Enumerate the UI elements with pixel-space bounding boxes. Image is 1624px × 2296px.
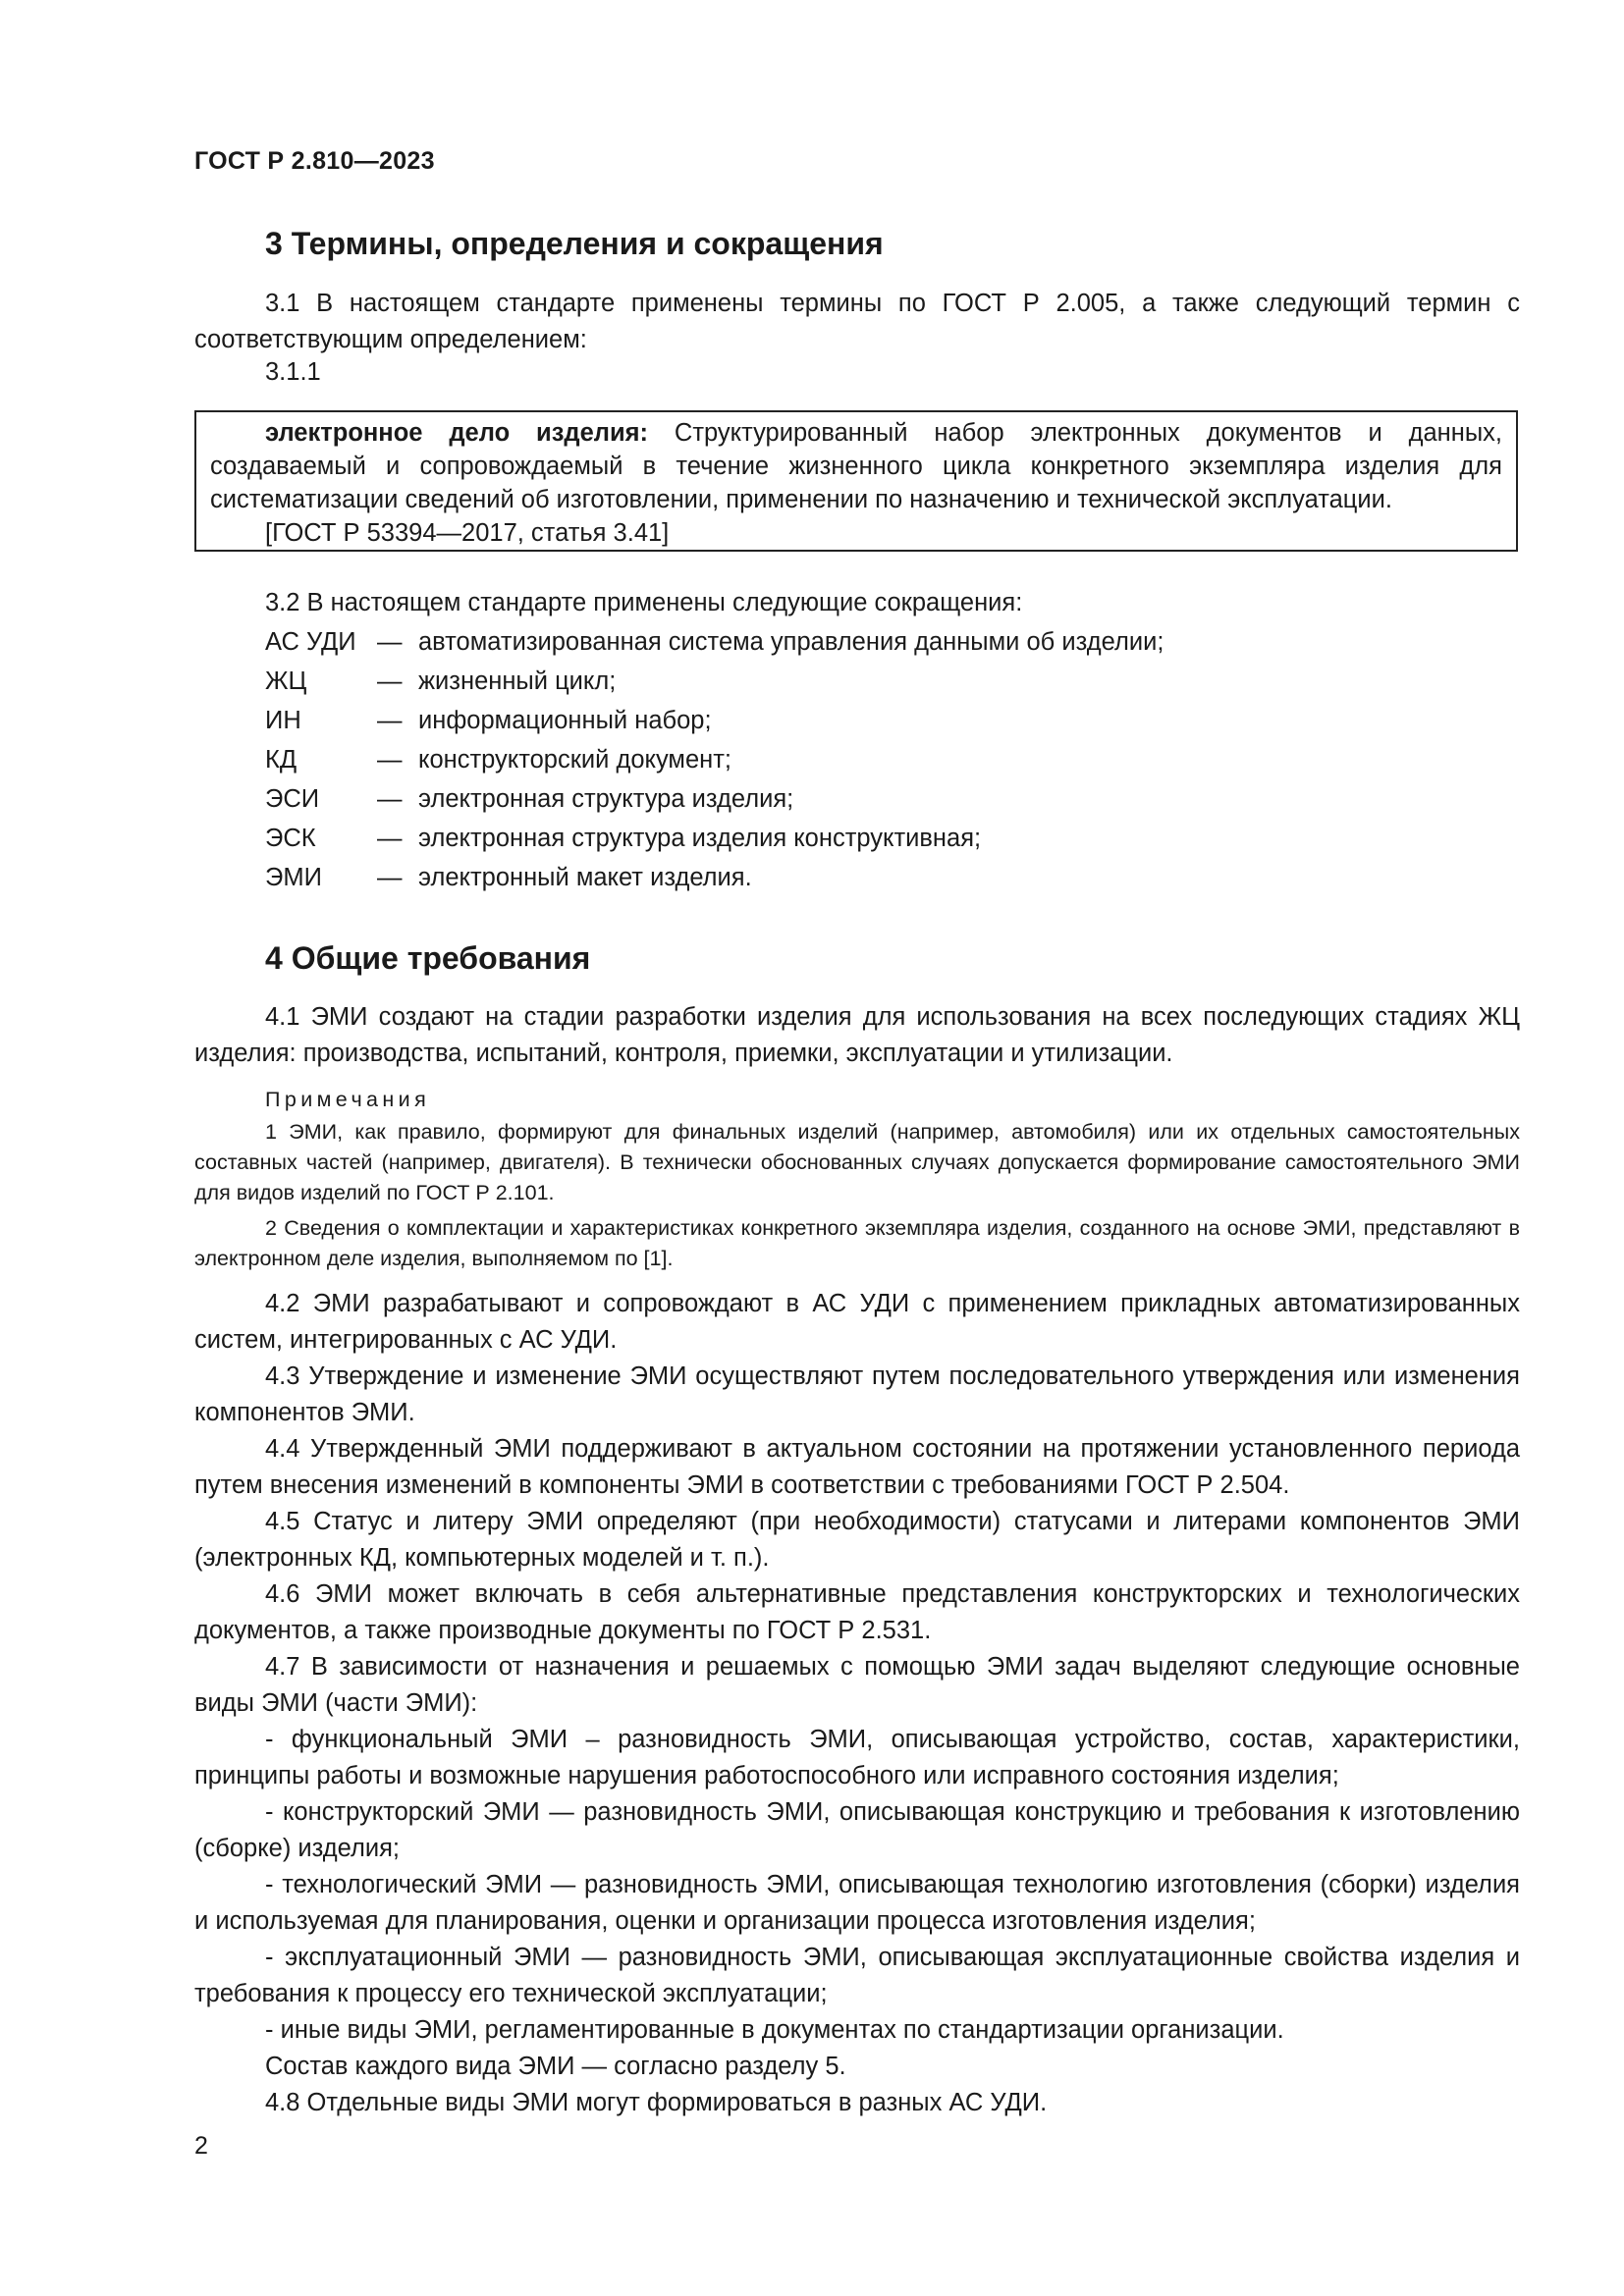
composition-statement: Состав каждого вида ЭМИ — согласно разделу 5. <box>265 2053 846 2080</box>
abbreviation-row <box>265 703 712 739</box>
abbreviation-text: электронная структура изделия; <box>418 785 794 813</box>
abbreviation-dash: — <box>377 785 403 813</box>
page-number: 2 <box>194 2132 208 2160</box>
emi-kind-design: - конструкторский ЭМИ — разновидность ЭМИ, описывающая конструкцию и требования к изготовлению (сборке) изделия; <box>194 1798 1520 1862</box>
term-definition-text: Структурированный набор электронных документов и данных, создаваемый и сопровождаемый в течение жизненного цикла конкретного экземпляра изделия для систематизации сведений об изготовлении, применении по назначению и технической эксплуатации. <box>210 419 1502 513</box>
note-2: 2 Сведения о комплектации и характеристиках конкретного экземпляра изделия, созданного на основе ЭМИ, представляют в электронном деле изделия, выполняемом по [1]. <box>194 1216 1520 1270</box>
emi-kind-technological: - технологический ЭМИ — разновидность ЭМИ, описывающая технологию изготовления (сборки) изделия и используемая для планирования, оценки и организации процесса изготовления изделия; <box>194 1871 1520 1935</box>
term-name: электронное дело изделия: <box>265 419 649 447</box>
abbreviation-dash: — <box>377 667 403 695</box>
abbreviation-dash: — <box>377 746 403 774</box>
paragraph-4-1: 4.1 ЭМИ создают на стадии разработки изделия для использования на всех последующих стадиях ЖЦ изделия: производства, испытаний, контроля, приемки, эксплуатации и утилизации. <box>194 1003 1520 1067</box>
paragraph-4-4: 4.4 Утвержденный ЭМИ поддерживают в актуальном состоянии на протяжении установленного периода путем внесения изменений в компоненты ЭМИ в соответствии с требованиями ГОСТ Р 2.504. <box>194 1435 1520 1499</box>
abbreviation-code: ЖЦ <box>265 667 307 695</box>
abbreviation-dash: — <box>377 707 403 734</box>
abbreviation-row <box>265 624 1164 661</box>
abbreviation-dash: — <box>377 628 403 656</box>
document-header: ГОСТ Р 2.810—2023 <box>194 147 435 175</box>
section-4-title: 4 Общие требования <box>265 940 591 976</box>
abbreviation-code: ИН <box>265 707 301 734</box>
abbreviation-code: КД <box>265 746 298 774</box>
term-definition-box <box>194 410 1518 552</box>
paragraph-3-1: 3.1 В настоящем стандарте применены термины по ГОСТ Р 2.005, а также следующий термин с соответствующим определением: <box>194 290 1520 353</box>
emi-kind-functional: - функциональный ЭМИ – разновидность ЭМИ, описывающая устройство, состав, характеристики, принципы работы и возможные нарушения работоспособного или исправного состояния изделия; <box>194 1726 1520 1789</box>
abbreviation-row <box>265 781 793 818</box>
abbreviation-text: электронный макет изделия. <box>418 864 752 891</box>
abbreviation-row <box>265 821 981 857</box>
term-number: 3.1.1 <box>265 358 321 386</box>
emi-kind-other: - иные виды ЭМИ, регламентированные в документах по стандартизации организации. <box>265 2016 1284 2044</box>
abbreviation-dash: — <box>377 825 403 852</box>
abbreviation-text: жизненный цикл; <box>418 667 617 695</box>
paragraph-3-2: 3.2 В настоящем стандарте применены следующие сокращения: <box>265 589 1023 616</box>
paragraph-4-8: 4.8 Отдельные виды ЭМИ могут формироваться в разных АС УДИ. <box>265 2089 1048 2116</box>
emi-kind-operational: - эксплуатационный ЭМИ — разновидность ЭМИ, описывающая эксплуатационные свойства изделия и требования к процессу его технической эксплуатации; <box>194 1944 1520 2007</box>
paragraph-4-7: 4.7 В зависимости от назначения и решаемых с помощью ЭМИ задач выделяют следующие основные виды ЭМИ (части ЭМИ): <box>194 1653 1520 1717</box>
abbreviation-text: конструкторский документ; <box>418 746 731 774</box>
abbreviation-text: автоматизированная система управления данными об изделии; <box>418 628 1164 656</box>
abbreviation-text: электронная структура изделия конструктивная; <box>418 825 982 852</box>
abbreviation-row <box>265 664 616 700</box>
paragraph-4-2: 4.2 ЭМИ разрабатывают и сопровождают в АС УДИ с применением прикладных автоматизированных систем, интегрированных с АС УДИ. <box>194 1290 1520 1354</box>
abbreviation-text: информационный набор; <box>418 707 712 734</box>
term-source: [ГОСТ Р 53394—2017, статья 3.41] <box>265 519 670 547</box>
abbreviation-dash: — <box>377 864 403 891</box>
abbreviation-code: ЭМИ <box>265 864 322 891</box>
abbreviation-code: АС УДИ <box>265 628 356 656</box>
paragraph-4-6: 4.6 ЭМИ может включать в себя альтернативные представления конструкторских и технологических документов, а также производные документы по ГОСТ Р 2.531. <box>194 1580 1520 1644</box>
term-definition <box>210 416 1502 516</box>
abbreviation-row <box>265 860 752 896</box>
note-1: 1 ЭМИ, как правило, формируют для финальных изделий (например, автомобиля) или их отдельных самостоятельных составных частей (например, двигателя). В технически обоснованных случаях допускается формирование самостоятельного ЭМИ для видов изделий по ГОСТ Р 2.101. <box>194 1120 1520 1204</box>
paragraph-4-3: 4.3 Утверждение и изменение ЭМИ осуществляют путем последовательного утверждения или изменения компонентов ЭМИ. <box>194 1362 1520 1426</box>
section-3-title: 3 Термины, определения и сокращения <box>265 226 884 261</box>
abbreviation-row <box>265 742 731 778</box>
abbreviation-code: ЭСИ <box>265 785 320 813</box>
paragraph-4-5: 4.5 Статус и литеру ЭМИ определяют (при необходимости) статусами и литерами компонентов ЭМИ (электронных КД, компьютерных моделей и т. п.). <box>194 1508 1520 1572</box>
abbreviation-code: ЭСК <box>265 825 316 852</box>
notes-title: Примечания <box>265 1088 431 1111</box>
